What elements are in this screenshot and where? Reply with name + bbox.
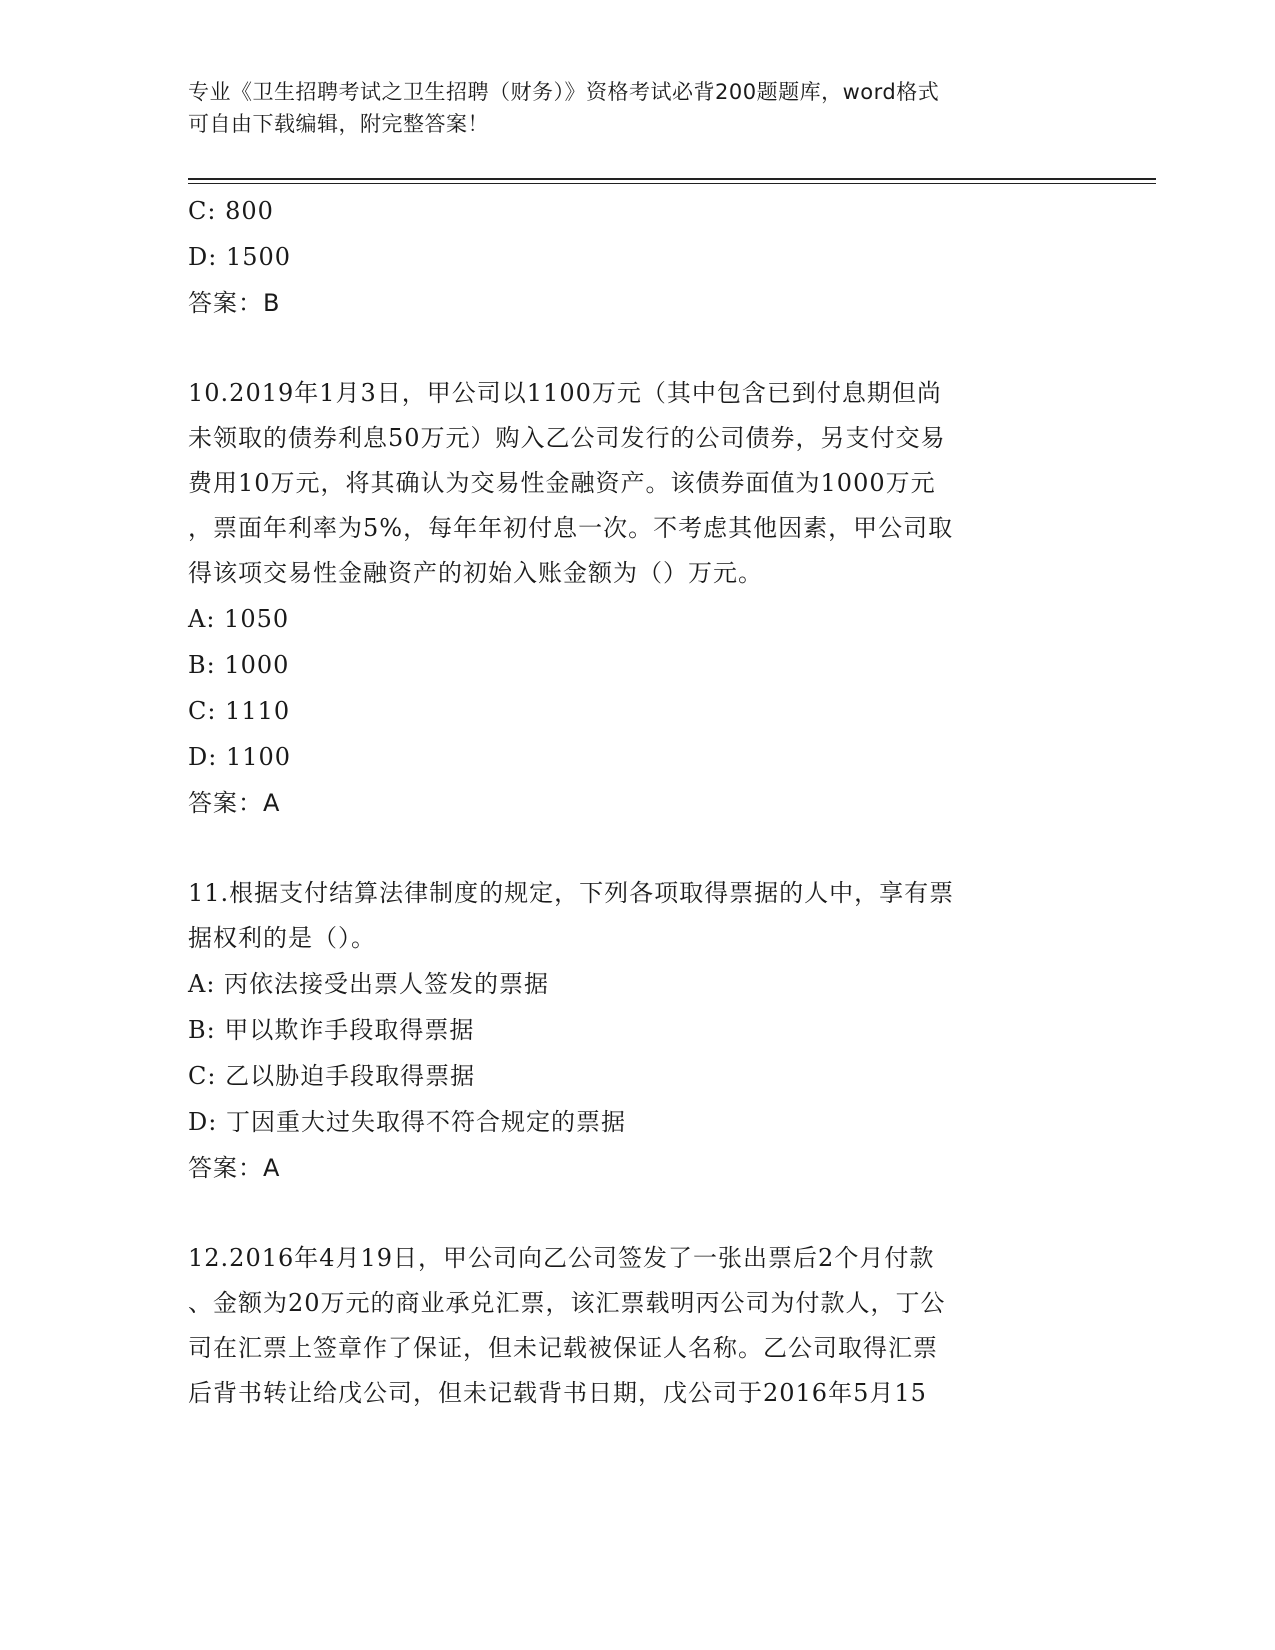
question-12 — [188, 1236, 1068, 1416]
header-divider-thick — [188, 178, 1156, 180]
question-10 — [188, 371, 1068, 826]
document-body — [188, 188, 1068, 1416]
option-a: A: 丙依法接受出票人签发的票据 — [188, 970, 550, 998]
answer-line: 答案：B — [188, 289, 281, 317]
question-text-line: 后背书转让给戊公司，但未记载背书日期，戊公司于2016年5月15 — [188, 1379, 927, 1407]
option-d: D: 1100 — [188, 743, 292, 771]
spacer — [188, 326, 1068, 371]
header-title-line-1: 专业《卫生招聘考试之卫生招聘（财务）》资格考试必背200题题库，word格式 — [188, 80, 940, 104]
question-text-line: 费用10万元，将其确认为交易性金融资产。该债券面值为1000万元 — [188, 469, 936, 497]
question-text-line: 司在汇票上签章作了保证，但未记载被保证人名称。乙公司取得汇票 — [188, 1334, 938, 1362]
option-d: D: 丁因重大过失取得不符合规定的票据 — [188, 1108, 626, 1136]
header-divider-thin — [188, 183, 1156, 184]
document-header — [188, 76, 1068, 140]
question-text-line: 12.2016年4月19日，甲公司向乙公司签发了一张出票后2个月付款 — [188, 1244, 935, 1272]
question-text-line: ，票面年利率为5%，每年年初付息一次。不考虑其他因素，甲公司取 — [188, 514, 954, 542]
spacer — [188, 826, 1068, 871]
question-text-line: 据权利的是（）。 — [188, 924, 376, 952]
answer-line: 答案：A — [188, 1154, 281, 1182]
question-text-line: 未领取的债券利息50万元）购入乙公司发行的公司债券，另支付交易 — [188, 424, 946, 452]
spacer — [188, 1191, 1068, 1236]
option-d: D: 1500 — [188, 243, 292, 271]
option-b: B: 甲以欺诈手段取得票据 — [188, 1016, 475, 1044]
question-11 — [188, 871, 1068, 1191]
answer-line: 答案：A — [188, 789, 281, 817]
option-c: C: 1110 — [188, 697, 291, 725]
question-text-line: 、金额为20万元的商业承兑汇票，该汇票载明丙公司为付款人，丁公 — [188, 1289, 946, 1317]
question-text-line: 10.2019年1月3日，甲公司以1100万元（其中包含已到付息期但尚 — [188, 379, 942, 407]
option-b: B: 1000 — [188, 651, 290, 679]
option-a: A: 1050 — [188, 605, 290, 633]
question-9-tail — [188, 188, 1068, 326]
header-title-line-2: 可自由下载编辑，附完整答案！ — [188, 112, 489, 136]
option-c: C: 800 — [188, 197, 274, 225]
question-text-line: 得该项交易性金融资产的初始入账金额为（）万元。 — [188, 559, 763, 587]
question-text-line: 11.根据支付结算法律制度的规定，下列各项取得票据的人中，享有票 — [188, 879, 955, 907]
option-c: C: 乙以胁迫手段取得票据 — [188, 1062, 476, 1090]
